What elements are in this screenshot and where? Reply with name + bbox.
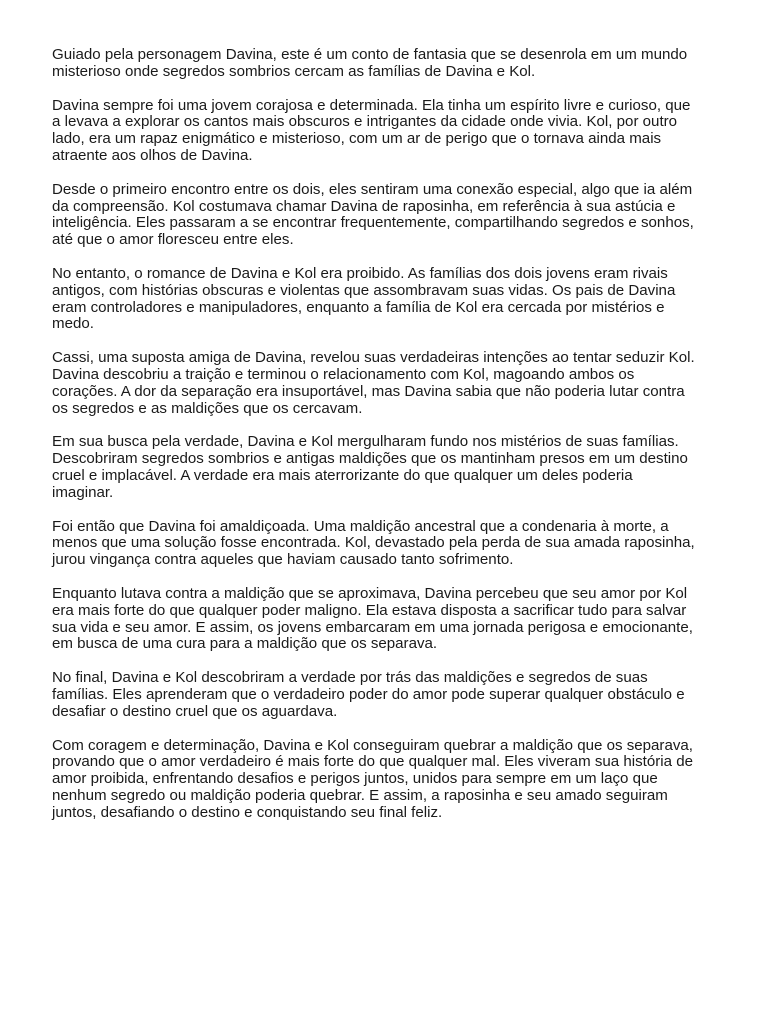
paragraph-7: Foi então que Davina foi amaldiçoada. Uma maldição ancestral que a condenaria à morte, a menos que uma solução fosse encontrada. Kol, devastado pela perda de sua amada raposinha, jurou vingança contra aqueles que haviam causado tanto sofrimento.: [52, 517, 695, 569]
paragraph-5: Cassi, uma suposta amiga de Davina, revelou suas verdadeiras intenções ao tentar seduzir Kol. Davina descobriu a traição e terminou o relacionamento com Kol, magoando ambos os corações. A dor da separação era insuportável, mas Davina sabia que não poderia lutar contra os segredos e as maldições que os cercavam.: [52, 349, 695, 417]
paragraph-3: Desde o primeiro encontro entre os dois, eles sentiram uma conexão especial, algo que ia além da compreensão. Kol costumava chamar Davina de raposinha, em referência à sua astúcia e inteligência. Eles passaram a se encontrar frequentemente, compartilhando segredos e sonhos, até que o amor floresceu entre eles.: [52, 180, 694, 249]
paragraph-2: Davina sempre foi uma jovem corajosa e determinada. Ela tinha um espírito livre e curioso, que a levava a explorar os cantos mais obscuros e intrigantes da cidade onde vivia. Kol, por outro lado, era um rapaz enigmático e misterioso, com um ar de perigo que o tornava ainda mais atraente aos olhos de Davina.: [52, 96, 691, 164]
paragraph-6: Em sua busca pela verdade, Davina e Kol mergulharam fundo nos mistérios de suas famílias. Descobriram segredos sombrios e antigas maldições que os mantinham presos em um destino cruel e implacável. A verdade era mais aterrorizante do que qualquer um deles poderia imaginar.: [52, 433, 688, 501]
paragraph-4: No entanto, o romance de Davina e Kol era proibido. As famílias dos dois jovens eram rivais antigos, com histórias obscuras e violentas que assombravam suas vidas. Os pais de Davina eram controladores e manipuladores, enquanto a família de Kol era cercada por mistérios e medo.: [52, 264, 676, 333]
paragraph-8: Enquanto lutava contra a maldição que se aproximava, Davina percebeu que seu amor por Kol era mais forte do que qualquer poder maligno. Ela estava disposta a sacrificar tudo para salvar sua vida e seu amor. E assim, os jovens embarcaram em uma jornada perigosa e emocionante, em busca de uma cura para a maldição que os separava.: [52, 584, 693, 653]
paragraph-1: Guiado pela personagem Davina, este é um conto de fantasia que se desenrola em um mundo misterioso onde segredos sombrios cercam as famílias de Davina e Kol.: [52, 46, 688, 80]
document-body: [52, 47, 724, 838]
paragraph-9: No final, Davina e Kol descobriram a verdade por trás das maldições e segredos de suas famílias. Eles aprenderam que o verdadeiro poder do amor pode superar qualquer obstáculo e desafiar o destino cruel que os aguardava.: [52, 669, 685, 720]
paragraph-10: Com coragem e determinação, Davina e Kol conseguiram quebrar a maldição que os separava, provando que o amor verdadeiro é mais forte do que qualquer mal. Eles viveram sua história de amor proibida, enfrentando desafios e perigos juntos, unidos para sempre em um laço que nenhum segredo ou maldição poderia quebrar. E assim, a raposinha e seu amado seguiram juntos, desafiando o destino e conquistando seu final feliz.: [52, 736, 693, 821]
